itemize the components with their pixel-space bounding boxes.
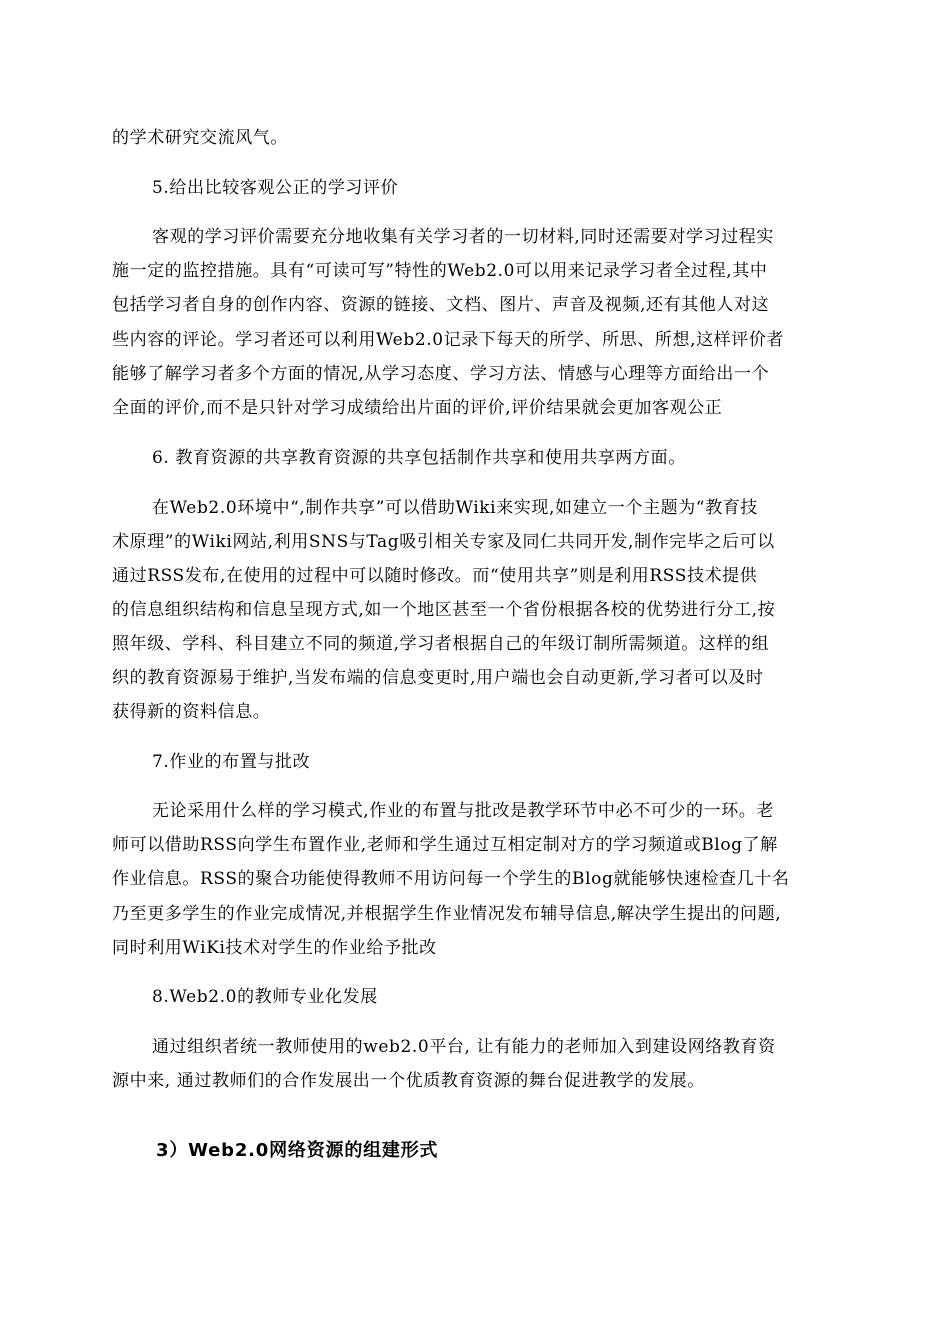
paragraph-line: 师可以借助RSS向学生布置作业,老师和学生通过互相定制对方的学习频道或Blog了解 [112,835,778,855]
paragraph-line: 同时利用WiKi技术对学生的作业给予批改 [112,938,437,958]
paragraph-line: 在Web2.0环境中“,制作共享”可以借助Wiki来实现,如建立一个主题为“教育技 [152,498,758,518]
subsection-title: 3）Web2.0网络资源的组建形式 [156,1140,439,1161]
paragraph-line: 客观的学习评价需要充分地收集有关学习者的一切材料,同时还需要对学习过程实 [152,227,775,247]
paragraph-line: 照年级、学科、科目建立不同的频道,学习者根据自己的年级订制所需频道。这样的组 [112,634,770,654]
paragraph-line: 些内容的评论。学习者还可以利用Web2.0记录下每天的所学、所思、所想,这样评价者 [112,330,785,350]
section-heading-5: 5.给出比较客观公正的学习评价 [152,178,399,198]
paragraph-line: 施一定的监控措施。具有“可读可写”特性的Web2.0可以用来记录学习者全过程,其中 [112,261,768,281]
paragraph-line: 作业信息。RSS的聚合功能使得教师不用访问每一个学生的Blog就能够快速检查几十名 [112,869,790,889]
section-heading-6: 6. 教育资源的共享教育资源的共享包括制作共享和使用共享两方面。 [152,448,686,468]
paragraph-line: 通过组织者统一教师使用的web2.0平台, 让有能力的老师加入到建设网络教育资 [152,1037,776,1057]
paragraph-line: 无论采用什么样的学习模式,作业的布置与批改是教学环节中必不可少的一环。老 [152,801,775,821]
section-heading-7: 7.作业的布置与批改 [152,752,311,772]
paragraph-line: 源中来, 通过教师们的合作发展出一个优质教育资源的舞台促进教学的发展。 [112,1071,705,1091]
paragraph-line: 乃至更多学生的作业完成情况,并根据学生作业情况发布辅导信息,解决学生提出的问题, [112,904,782,924]
paragraph-line: 获得新的资料信息。 [112,702,271,722]
paragraph-line: 的学术研究交流风气。 [112,128,288,148]
paragraph-line: 能够了解学习者多个方面的情况,从学习态度、学习方法、情感与心理等方面给出一个 [112,364,770,384]
section-heading-8: 8.Web2.0的教师专业化发展 [152,987,378,1007]
paragraph-line: 通过RSS发布,在使用的过程中可以随时修改。而“使用共享”则是利用RSS技术提供 [112,566,758,586]
paragraph-line: 织的教育资源易于维护,当发布端的信息变更时,用户端也会自动更新,学习者可以及时 [112,668,764,688]
paragraph-line: 全面的评价,而不是只针对学习成绩给出片面的评价,评价结果就会更加客观公正 [112,398,723,418]
paragraph-line: 的信息组织结构和信息呈现方式,如一个地区甚至一个省份根据各校的优势进行分工,按 [112,600,776,620]
paragraph-line: 包括学习者自身的创作内容、资源的链接、文档、图片、声音及视频,还有其他人对这 [112,295,770,315]
paragraph-line: 术原理”的Wiki网站,利用SNS与Tag吸引相关专家及同仁共同开发,制作完毕之后可以 [112,532,775,552]
